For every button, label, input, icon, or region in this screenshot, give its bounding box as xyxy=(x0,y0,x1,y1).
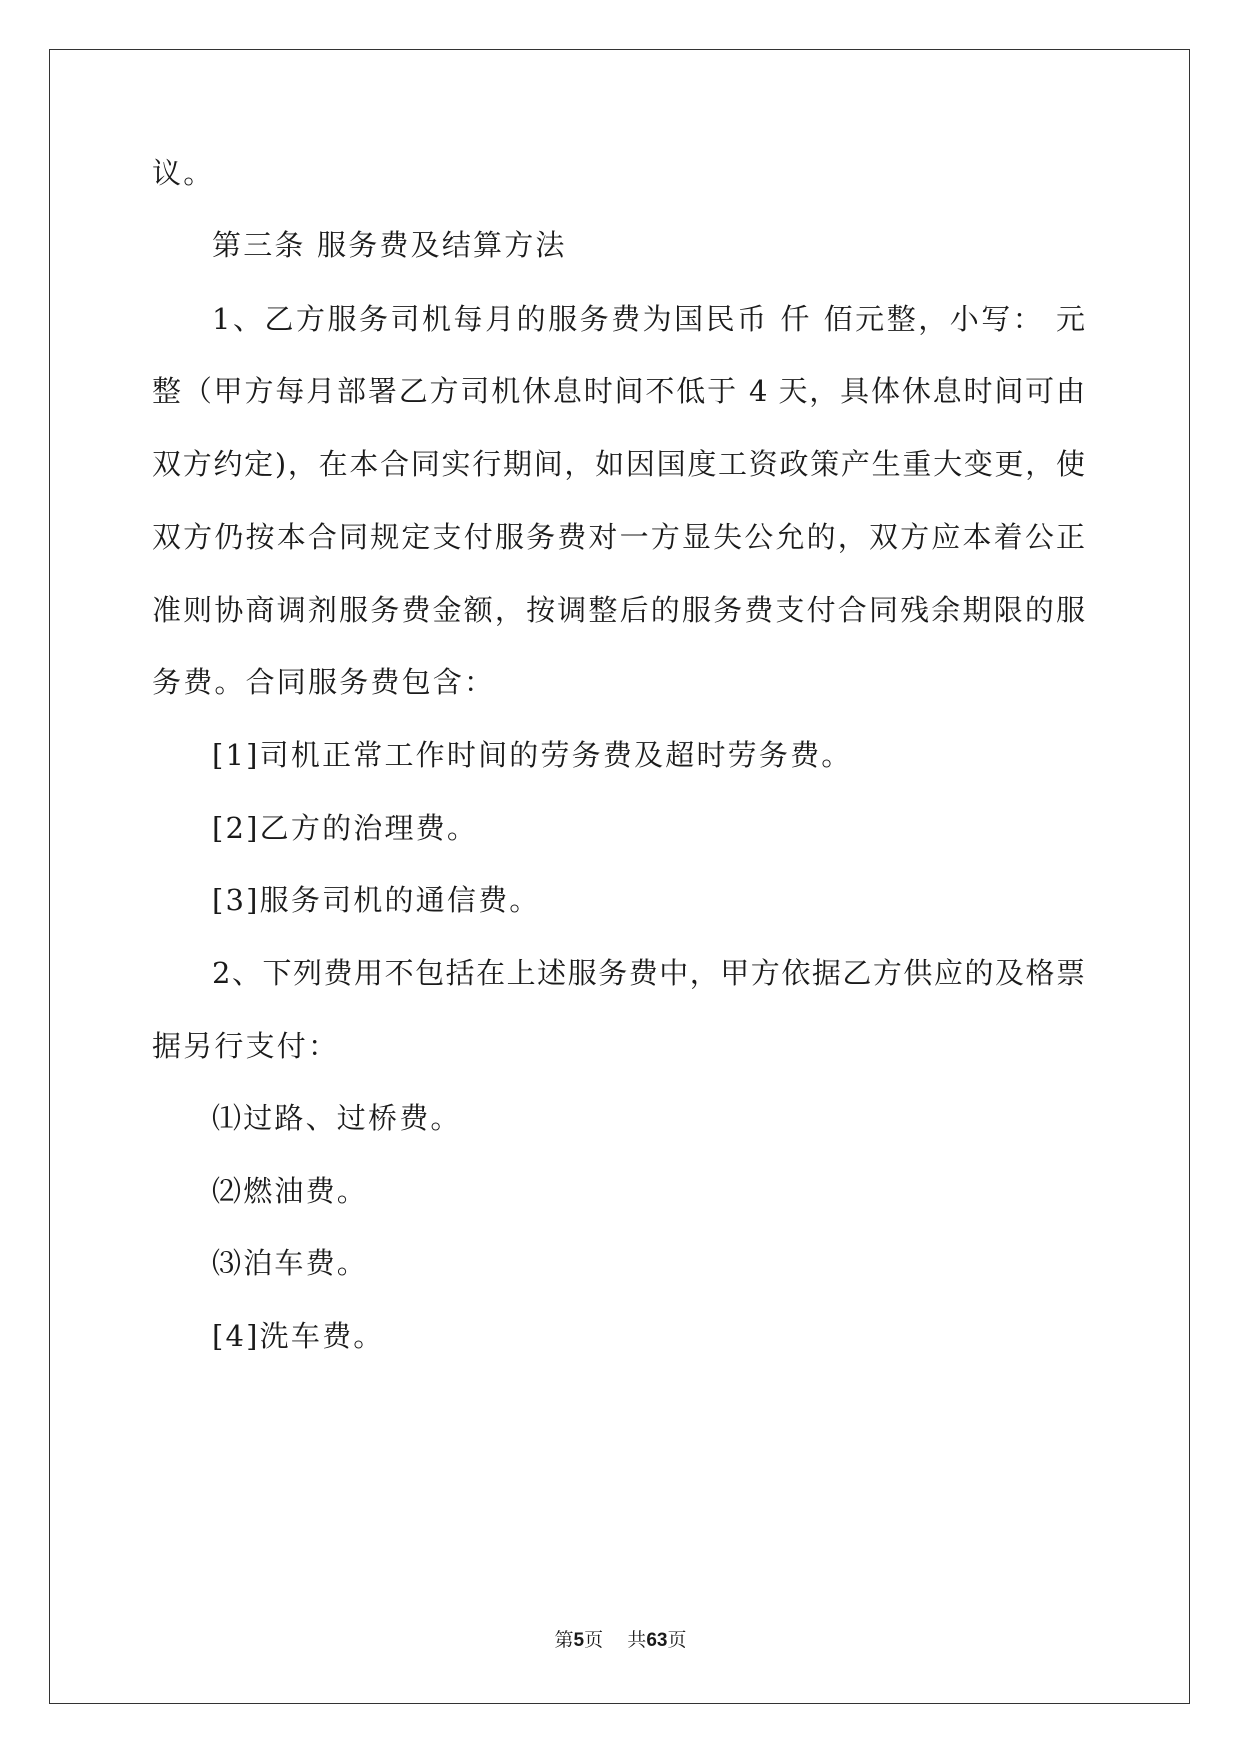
paragraph-line: 准则协商调剂服务费金额，按调整后的服务费支付合同残余期限的服 xyxy=(152,593,1085,627)
footer-page-suffix: 页 xyxy=(584,1629,604,1651)
paragraph-line: 双方约定)，在本合同实行期间，如因国度工资政策产生重大变更，使 xyxy=(152,447,1085,481)
paragraph-line: 务费。合同服务费包含： xyxy=(152,665,496,699)
list-item: [1]司机正常工作时间的劳务费及超时劳务费。 xyxy=(212,738,853,772)
list-item: [2]乙方的治理费。 xyxy=(212,811,479,845)
section-heading: 第三条 服务费及结算方法 xyxy=(212,228,567,262)
paragraph-line: 1、乙方服务司机每月的服务费为国民币 仟 佰元整，小写： 元 xyxy=(212,302,1085,336)
paragraph-line: 整（甲方每月部署乙方司机休息时间不低于 4 天，具体休息时间可由 xyxy=(152,374,1085,408)
footer-total-suffix: 页 xyxy=(667,1629,687,1651)
page-frame xyxy=(49,49,1190,1704)
list-item: ⑴过路、过桥费。 xyxy=(212,1101,462,1135)
paragraph-line: 2、下列费用不包括在上述服务费中，甲方依据乙方供应的及格票 xyxy=(212,956,1085,990)
list-item: ⑵燃油费。 xyxy=(212,1174,369,1208)
paragraph-line: 据另行支付： xyxy=(152,1029,340,1063)
paragraph-line: 议。 xyxy=(152,156,215,190)
list-item: [4]洗车费。 xyxy=(212,1319,385,1353)
list-item: ⑶泊车费。 xyxy=(212,1246,369,1280)
footer-page-prefix: 第 xyxy=(554,1629,574,1651)
paragraph-line: 双方仍按本合同规定支付服务费对一方显失公允的，双方应本着公正 xyxy=(152,520,1085,554)
footer-total-prefix: 共 xyxy=(627,1629,647,1651)
footer-page-number: 5 xyxy=(573,1630,585,1651)
page-footer xyxy=(0,1628,1241,1653)
footer-total-pages: 63 xyxy=(646,1630,668,1651)
list-item: [3]服务司机的通信费。 xyxy=(212,883,541,917)
